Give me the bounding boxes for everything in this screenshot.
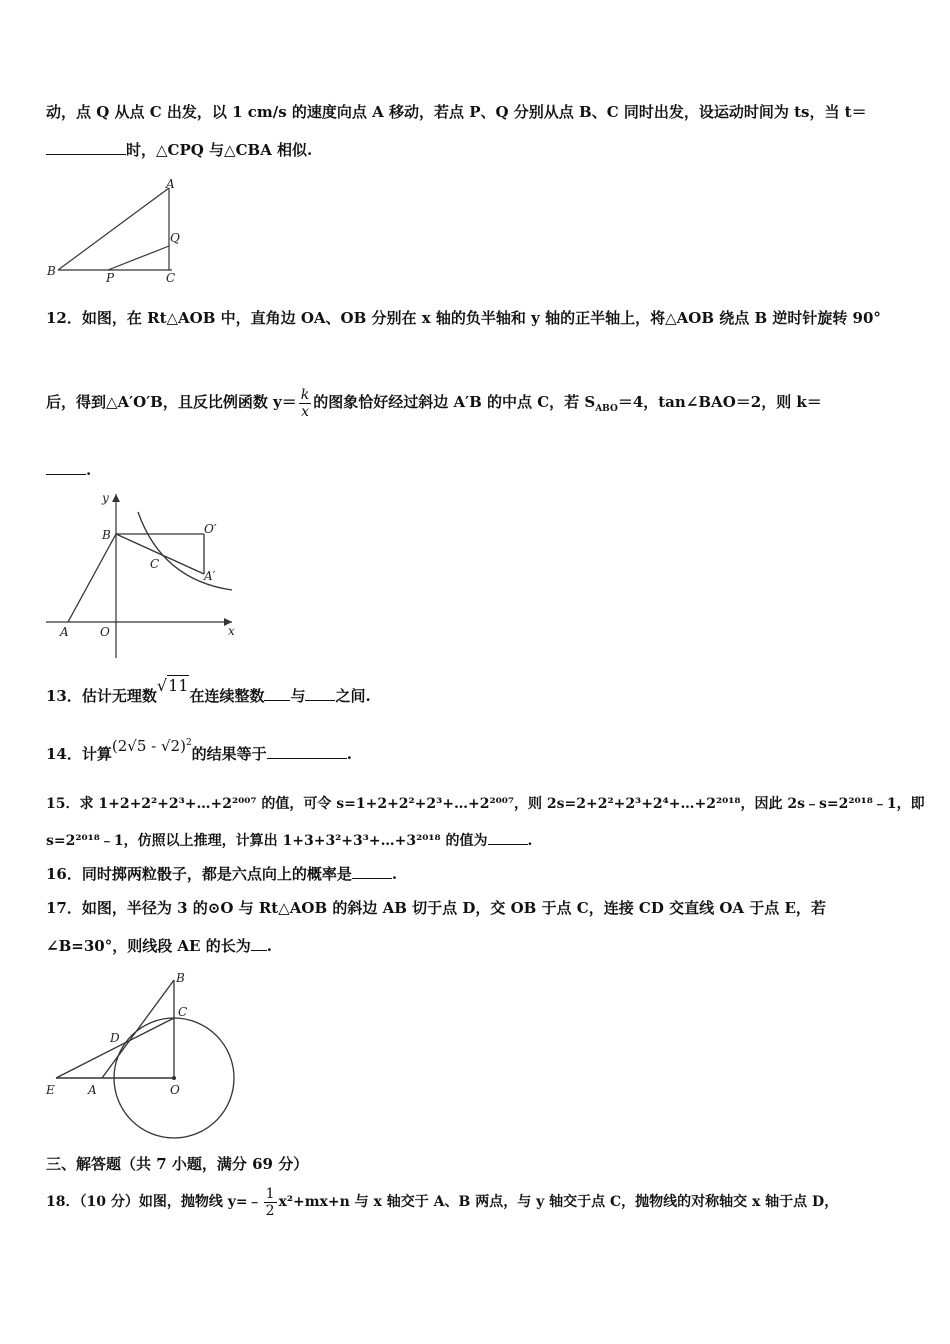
expr-exponent: 2 bbox=[185, 738, 192, 748]
label-O: O bbox=[170, 1083, 180, 1097]
q13-text-a: 13．估计无理数 bbox=[46, 687, 157, 705]
q11-figure bbox=[44, 178, 194, 288]
label-A-prime: A′ bbox=[204, 569, 216, 583]
label-D: D bbox=[110, 1031, 120, 1045]
q16-line bbox=[46, 864, 920, 884]
fraction-one-half bbox=[264, 1186, 277, 1219]
q12-line3-text: . bbox=[86, 461, 92, 479]
label-E: E bbox=[46, 1083, 55, 1097]
sqrt-11: √11 bbox=[156, 676, 189, 695]
label-x: x bbox=[228, 624, 235, 638]
q18-text-a: 18．（10 分）如图，抛物线 y=﹣ bbox=[46, 1194, 262, 1210]
q17-figure bbox=[44, 966, 244, 1141]
q18-line1 bbox=[46, 1184, 920, 1220]
label-O-prime: O′ bbox=[204, 522, 217, 536]
answer-blank-1 bbox=[264, 686, 290, 701]
fraction-k-over-x bbox=[299, 387, 311, 420]
q14-text-c: . bbox=[346, 745, 352, 763]
q12-text-c: ＝4，tan∠BAO＝2，则 k＝ bbox=[617, 393, 822, 411]
q11-line2-text: 时，△CPQ 与△CBA 相似. bbox=[126, 141, 313, 159]
label-P: P bbox=[106, 271, 115, 285]
q18-text-b: x²+mx+n 与 x 轴交于 A、B 两点，与 y 轴交于点 C，抛物线的对称轴交 x 轴于点 D， bbox=[278, 1194, 839, 1210]
q12-line3 bbox=[46, 460, 920, 480]
q13-text-d: 之间. bbox=[335, 687, 371, 705]
q16-end: . bbox=[391, 865, 398, 883]
radicand: 11 bbox=[168, 676, 189, 695]
q11-line1: 动，点 Q 从点 C 出发，以 1 cm/s 的速度向点 A 移动，若点 P、Q 分别从点 B、C 同时出发，设运动时间为 ts，当 t＝ bbox=[46, 103, 867, 121]
q13-text-c: 与 bbox=[290, 687, 306, 705]
label-y: y bbox=[102, 491, 109, 505]
q17-line1: 17．如图，半径为 3 的⊙O 与 Rt△AOB 的斜边 AB 切于点 D，交 OB 于点 C，连接 CD 交直线 OA 于点 E，若 bbox=[46, 899, 826, 917]
frac-den: x bbox=[301, 403, 309, 420]
q17-line2 bbox=[46, 936, 920, 956]
label-C: C bbox=[166, 271, 176, 285]
q17-line2-text: ∠B=30°，则线段 AE 的长为 bbox=[46, 937, 251, 955]
label-A: A bbox=[166, 178, 175, 191]
q15-line2 bbox=[46, 830, 920, 851]
q17-line2-end: . bbox=[266, 937, 272, 955]
q12-text-a: 后，得到△A′O′B，且反比例函数 y＝ bbox=[46, 393, 297, 411]
label-O: O bbox=[100, 625, 110, 639]
frac-num: 1 bbox=[265, 1185, 275, 1202]
q12-line2 bbox=[46, 384, 920, 420]
answer-blank bbox=[267, 744, 347, 759]
answer-blank bbox=[46, 140, 126, 155]
label-C: C bbox=[178, 1005, 188, 1019]
q13-text-b: 在连续整数 bbox=[189, 687, 265, 705]
label-A: A bbox=[60, 625, 69, 639]
label-B: B bbox=[47, 264, 56, 278]
q11-line2 bbox=[46, 140, 920, 160]
q15-line2-end: . bbox=[527, 833, 533, 849]
label-B: B bbox=[102, 528, 111, 542]
q14-text-b: 的结果等于 bbox=[191, 745, 267, 763]
answer-blank bbox=[488, 830, 528, 845]
answer-blank-2 bbox=[305, 686, 335, 701]
label-A: A bbox=[88, 1083, 97, 1097]
label-Q: Q bbox=[170, 231, 180, 245]
q16-text: 16．同时掷两粒骰子，都是六点向上的概率是 bbox=[46, 865, 352, 883]
frac-num: k bbox=[300, 386, 310, 403]
section-heading: 三、解答题（共 7 小题，满分 69 分） bbox=[46, 1155, 309, 1173]
label-C: C bbox=[150, 557, 160, 571]
answer-blank bbox=[251, 936, 267, 951]
q13-line bbox=[46, 676, 920, 706]
q14-expression bbox=[112, 737, 192, 755]
answer-blank bbox=[46, 460, 86, 475]
q12-line1: 12．如图，在 Rt△AOB 中，直角边 OA、OB 分别在 x 轴的负半轴和 y 轴的正半轴上，将△AOB 绕点 B 逆时针旋转 90° bbox=[46, 309, 881, 327]
q14-line bbox=[46, 737, 920, 764]
q12-subscript: ABO bbox=[595, 404, 618, 414]
answer-blank bbox=[352, 864, 392, 879]
q12-figure bbox=[44, 486, 244, 661]
expr-body: (2√5 - √2) bbox=[111, 737, 186, 755]
label-B: B bbox=[176, 971, 185, 985]
q15-line1: 15．求 1+2+2²+2³+…+2²⁰⁰⁷ 的值，可令 s=1+2+2²+2³+…+2²⁰⁰⁷，则 2s=2+2²+2³+2⁴+…+2²⁰¹⁸，因此 2s﹣s=2²⁰¹⁸﹣1，即 bbox=[46, 796, 925, 812]
q14-text-a: 14．计算 bbox=[46, 745, 112, 763]
frac-den: 2 bbox=[265, 1202, 275, 1219]
q15-line2-text: s=2²⁰¹⁸﹣1，仿照以上推理，计算出 1+3+3²+3³+…+3²⁰¹⁸ 的值为 bbox=[46, 833, 488, 849]
q12-text-b: 的图象恰好经过斜边 A′B 的中点 C，若 S bbox=[313, 393, 596, 411]
